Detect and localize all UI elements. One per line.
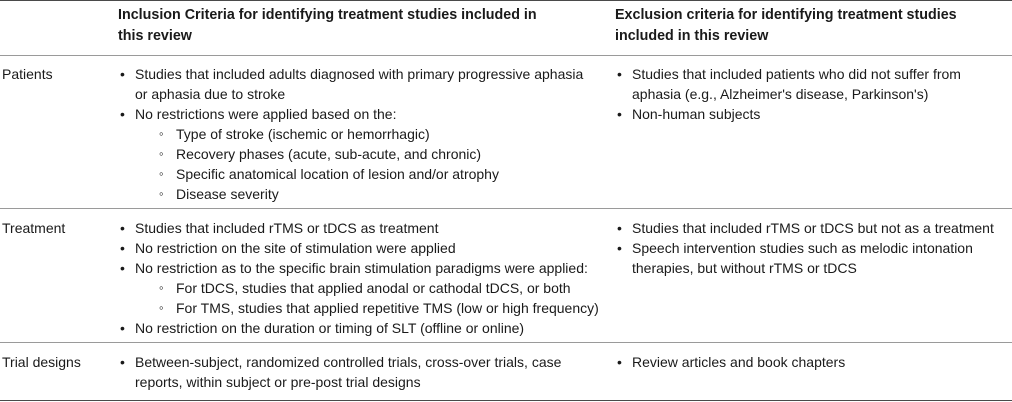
- list-item: • No restriction on the site of stimulation were applied: [118, 238, 608, 258]
- header-rule: [0, 55, 1012, 56]
- patients-exclusion: [615, 64, 1010, 124]
- sub-list-item: ◦ Disease severity: [157, 184, 588, 204]
- list-item-text: No restriction as to the specific brain stimulation paradigms were applied:: [135, 260, 588, 276]
- list-item: [118, 258, 608, 318]
- treatment-inclusion: [118, 218, 608, 338]
- list-item: • No restriction on the duration or timing of SLT (offline or online): [118, 318, 608, 338]
- sub-list-item: ◦ Type of stroke (ischemic or hemorrhagic): [157, 124, 588, 144]
- table-bottom-rule: [0, 400, 1012, 401]
- sub-list-item: ◦ Specific anatomical location of lesion and/or atrophy: [157, 164, 588, 184]
- list-item-text: No restrictions were applied based on the:: [135, 106, 397, 122]
- list-item: • Non-human subjects: [615, 104, 1010, 124]
- list-item: • Studies that included patients who did not suffer from aphasia (e.g., Alzheimer's disease, Parkinson's): [615, 64, 1010, 104]
- row-rule: [0, 342, 1012, 343]
- sub-list-item: ◦ For tDCS, studies that applied anodal or cathodal tDCS, or both: [157, 278, 608, 298]
- treatment-exclusion: [615, 218, 1010, 278]
- list-item: • Studies that included rTMS or tDCS but not as a treatment: [615, 218, 1010, 238]
- sub-list-item: ◦ Recovery phases (acute, sub-acute, and chronic): [157, 144, 588, 164]
- list-item: • Studies that included adults diagnosed with primary progressive aphasia or aphasia due to stroke: [118, 64, 588, 104]
- header-exclusion: Exclusion criteria for identifying treatment studies included in this review: [615, 7, 957, 44]
- patients-inclusion: [118, 64, 588, 204]
- row-label-trial-designs: Trial designs: [2, 354, 81, 370]
- trial-designs-exclusion: [615, 352, 1010, 372]
- list-item: [118, 104, 588, 204]
- list-item: • Review articles and book chapters: [615, 352, 1010, 372]
- trial-designs-inclusion: [118, 352, 583, 392]
- list-item: • Between-subject, randomized controlled trials, cross-over trials, case reports, within subject or pre-post trial designs: [118, 352, 583, 392]
- row-rule: [0, 208, 1012, 209]
- row-label-treatment: Treatment: [2, 220, 66, 236]
- sub-list-item: ◦ For TMS, studies that applied repetitive TMS (low or high frequency): [157, 298, 608, 318]
- table-top-rule: [0, 0, 1012, 1]
- row-label-patients: Patients: [2, 66, 53, 82]
- list-item: • Studies that included rTMS or tDCS as treatment: [118, 218, 608, 238]
- header-inclusion: Inclusion Criteria for identifying treatment studies included in this review: [118, 7, 537, 44]
- list-item: • Speech intervention studies such as melodic intonation therapies, but without rTMS or tDCS: [615, 238, 1010, 278]
